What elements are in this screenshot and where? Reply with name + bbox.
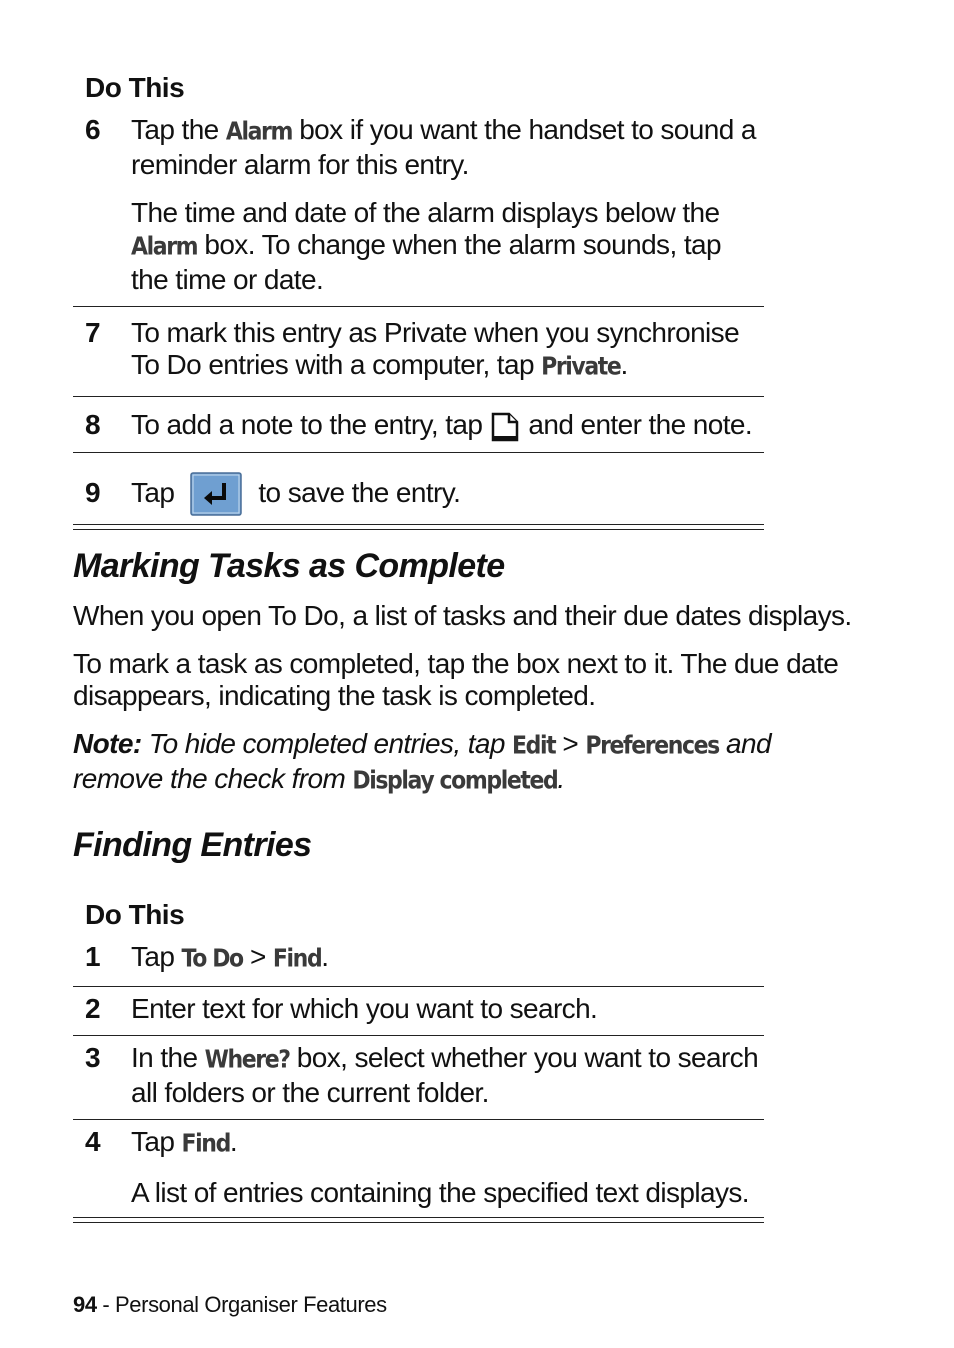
step-row-1 <box>73 935 764 987</box>
steps-table-2 <box>73 899 764 1223</box>
step-text: In the Where? box, select whether you want to search all folders or the current folder. <box>131 1042 759 1108</box>
step-number: 2 <box>85 993 100 1024</box>
step-number: 4 <box>85 1126 100 1157</box>
step-row-6 <box>73 108 764 307</box>
table-header: Do This <box>85 72 185 103</box>
paragraph: To mark a task as completed, tap the box next to it. The due date disappears, indicating the task is completed. <box>73 648 839 711</box>
table-end-rule <box>73 1218 764 1223</box>
step-row-2 <box>73 987 764 1036</box>
page-footer: 94 - Personal Organiser Features <box>73 1292 387 1317</box>
step-row-7 <box>73 307 764 397</box>
step-number: 7 <box>85 317 100 348</box>
note-icon <box>490 412 520 442</box>
ui-label-where: Where? <box>204 1046 290 1075</box>
step-text: Enter text for which you want to search. <box>131 993 598 1024</box>
step-number: 3 <box>85 1042 100 1073</box>
ui-label-find: Find <box>272 945 322 974</box>
ui-label-to-do: To Do <box>181 945 243 974</box>
step-row-4 <box>73 1120 764 1218</box>
step-row-8 <box>73 397 764 453</box>
ui-label-alarm: Alarm <box>131 233 198 262</box>
step-number: 9 <box>85 476 100 508</box>
step-text: Tap the Alarm box if you want the handset to sound a reminder alarm for this entry. The time and date of the alarm displays below the Alarm box. To change when the alarm sounds, tap the time or date. <box>131 114 756 295</box>
section-heading: Marking Tasks as Complete <box>73 547 505 585</box>
section-heading: Finding Entries <box>73 826 312 864</box>
table-end-rule <box>73 525 764 530</box>
step-row-9 <box>73 453 764 526</box>
step-number: 6 <box>85 114 100 145</box>
step-text: To mark this entry as Private when you synchronise To Do entries with a computer, tap Private. <box>131 317 764 384</box>
page-number: 94 <box>73 1292 97 1317</box>
step-text: Tap To Do > Find. <box>131 941 764 976</box>
ui-label-alarm: Alarm <box>225 118 293 147</box>
ui-label-private: Private <box>541 353 621 382</box>
note-label: Note: <box>73 728 142 759</box>
step-text: To add a note to the entry, tap and enter the note. <box>131 409 753 440</box>
ui-label-edit: Edit <box>512 732 556 761</box>
step-number: 8 <box>85 409 100 440</box>
step-row-3 <box>73 1036 764 1120</box>
ui-label-find: Find <box>181 1130 230 1159</box>
steps-table-1 <box>73 72 764 530</box>
save-enter-icon <box>190 472 242 516</box>
ui-label-preferences: Preferences <box>585 732 719 761</box>
step-text: Tap to save the entry. <box>131 471 764 517</box>
paragraph: When you open To Do, a list of tasks and their due dates displays. <box>73 600 852 631</box>
table-header: Do This <box>85 899 185 930</box>
note: Note: To hide completed entries, tap Edit > Preferences and remove the check from Display completed. <box>73 728 863 798</box>
ui-label-display-completed: Display completed <box>352 767 558 796</box>
step-text: Tap Find. A list of entries containing the specified text displays. <box>131 1126 749 1208</box>
footer-section: Personal Organiser Features <box>115 1292 387 1317</box>
step-number: 1 <box>85 941 100 972</box>
